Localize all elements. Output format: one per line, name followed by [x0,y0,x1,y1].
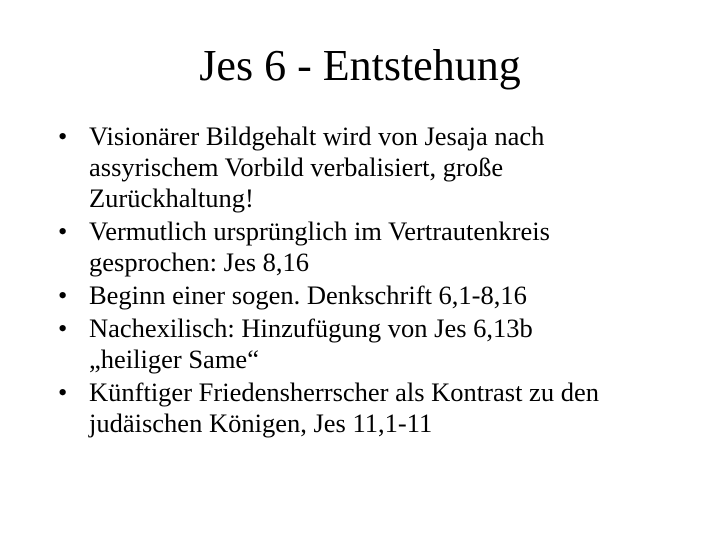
bullet-item-1 [58,121,678,214]
bullet-icon: • [58,121,68,151]
bullet-line: „heiliger Same“ [89,344,259,374]
bullet-icon: • [58,377,68,407]
bullet-line: Vermutlich ursprünglich im Vertrautenkreis [89,216,550,246]
bullet-line: assyrischem Vorbild verbalisiert, große [89,152,504,182]
bullet-line: Zurückhaltung! [89,183,254,213]
bullet-icon: • [58,280,68,310]
bullet-list [58,121,678,441]
bullet-line: Beginn einer sogen. Denkschrift 6,1-8,16 [89,280,527,310]
bullet-icon: • [58,216,68,246]
bullet-item-5 [58,377,678,439]
slide-title: Jes 6 - Entstehung [199,41,521,90]
bullet-line: Künftiger Friedensherrscher als Kontrast zu den [89,377,599,407]
bullet-line: gesprochen: Jes 8,16 [89,247,310,277]
bullet-line: Nachexilisch: Hinzufügung von Jes 6,13b [89,313,533,343]
bullet-item-2 [58,216,678,278]
bullet-line: Visionärer Bildgehalt wird von Jesaja nach [89,121,545,151]
bullet-item-4 [58,313,678,375]
bullet-line: judäischen Königen, Jes 11,1-11 [89,408,433,438]
bullet-item-3 [58,280,678,311]
bullet-icon: • [58,313,68,343]
